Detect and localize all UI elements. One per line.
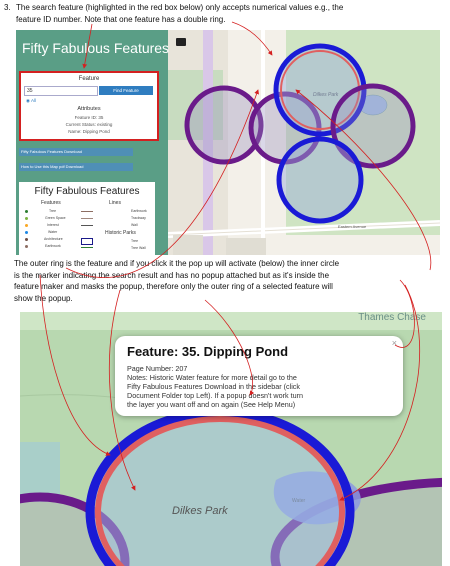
architecture-icon bbox=[25, 238, 28, 241]
legend-lines-header: Lines bbox=[109, 200, 121, 206]
feature-marker[interactable] bbox=[279, 139, 361, 221]
map-app-screenshot bbox=[16, 30, 440, 255]
instruction-line: feature ID number. Note that one feature has a double ring. bbox=[16, 14, 226, 24]
selected-feature-marker[interactable] bbox=[90, 412, 350, 566]
instruction-text: The search feature (highlighted in the red box below) only accepts numerical values e.g., the bbox=[16, 3, 344, 12]
trackway-line-icon bbox=[81, 218, 93, 219]
instruction-line: is the marker indicating the search result and has no popup attached but as it's inside the bbox=[14, 270, 330, 280]
earthwork-icon bbox=[25, 245, 28, 248]
green-space-icon bbox=[25, 217, 28, 220]
sidebar bbox=[16, 30, 168, 255]
instruction-paragraph-1 bbox=[4, 2, 442, 25]
instruction-line: The outer ring is the feature and if you click it the pop up will activate (below) the inner circle bbox=[14, 259, 340, 268]
popup-notes-line: Document Folder top Left). If a popup doesn't work turn bbox=[127, 391, 303, 400]
camera-icon[interactable] bbox=[176, 38, 186, 46]
all-radio-label: All bbox=[30, 98, 36, 103]
instruction-paragraph-2 bbox=[14, 258, 442, 304]
feature-search-input[interactable]: 35 bbox=[24, 86, 98, 96]
popup-title: Feature: 35. Dipping Pond bbox=[127, 344, 289, 359]
map-view[interactable] bbox=[168, 30, 440, 255]
legend-item: Green Space bbox=[45, 216, 66, 220]
sidebar-title: Fifty Fabulous Features bbox=[22, 40, 170, 56]
instruction-line: show the popup. bbox=[14, 293, 73, 303]
legend-item: Tree Wall bbox=[131, 246, 146, 250]
tree-icon bbox=[25, 210, 28, 213]
map-pdf-download-button[interactable]: How to Use this Map pdf Download bbox=[19, 163, 133, 171]
legend-item: Earthwork bbox=[131, 209, 147, 213]
close-icon[interactable]: × bbox=[391, 338, 397, 348]
feature-name-line: Name: Dipping Pond bbox=[68, 129, 110, 134]
legend-panel bbox=[19, 182, 155, 255]
feature-search-panel bbox=[19, 71, 159, 141]
map-popup-screenshot bbox=[20, 312, 442, 566]
feature-panel-title: Feature bbox=[78, 76, 100, 82]
feature-id-line: Feature ID: 35 bbox=[74, 115, 104, 120]
features-download-button[interactable]: Fifty Fabulous Features Download bbox=[19, 148, 133, 156]
legend-item: Wall bbox=[131, 223, 138, 227]
earthwork-line-icon bbox=[81, 211, 93, 212]
popup-notes-line: Notes: Historic Water feature for more detail go to the bbox=[127, 373, 297, 382]
step-number: 3. bbox=[4, 3, 11, 12]
feature-popup bbox=[115, 336, 403, 416]
legend-item: Tree bbox=[49, 209, 57, 213]
popup-page-number: Page Number: 207 bbox=[127, 364, 188, 373]
interest-icon bbox=[25, 224, 28, 227]
wall-line-icon bbox=[81, 225, 93, 226]
find-feature-button[interactable]: Find Feature bbox=[99, 86, 153, 95]
feature-status-line: Current Status: existing bbox=[65, 122, 113, 127]
instruction-line: feature maker and masks the popup, therefore only the outer ring of a selected feature will bbox=[14, 282, 333, 291]
map-place-label: Thames Chase bbox=[358, 312, 426, 323]
legend-features-header: Features bbox=[41, 200, 61, 206]
legend-historic-header: Historic Parks bbox=[105, 230, 136, 236]
legend-item: Earthwork bbox=[45, 244, 61, 248]
popup-notes-line: the layer you want off and on again (See Help Menu) bbox=[127, 400, 296, 409]
instruction-line bbox=[4, 2, 442, 14]
map-canvas bbox=[168, 30, 440, 255]
all-radio[interactable]: ◉ All bbox=[26, 98, 36, 103]
road-label: Eastern Avenue bbox=[338, 224, 367, 229]
park-label: Dilkes Park bbox=[172, 505, 228, 517]
legend-title: Fifty Fabulous Features bbox=[34, 186, 140, 197]
legend-item: Water bbox=[48, 230, 58, 234]
water-icon bbox=[25, 231, 28, 234]
popup-notes-line: Fifty Fabulous Features Download in the sidebar (click bbox=[127, 382, 300, 391]
legend-item: Interest bbox=[47, 223, 59, 227]
tree-wall-line-icon bbox=[81, 247, 93, 248]
legend-item: Tree bbox=[131, 239, 139, 243]
legend-item: Trackway bbox=[131, 216, 146, 220]
historic-park-icon bbox=[81, 238, 93, 245]
attributes-title: Attributes bbox=[77, 106, 101, 112]
legend-item: Architecture bbox=[44, 237, 63, 241]
